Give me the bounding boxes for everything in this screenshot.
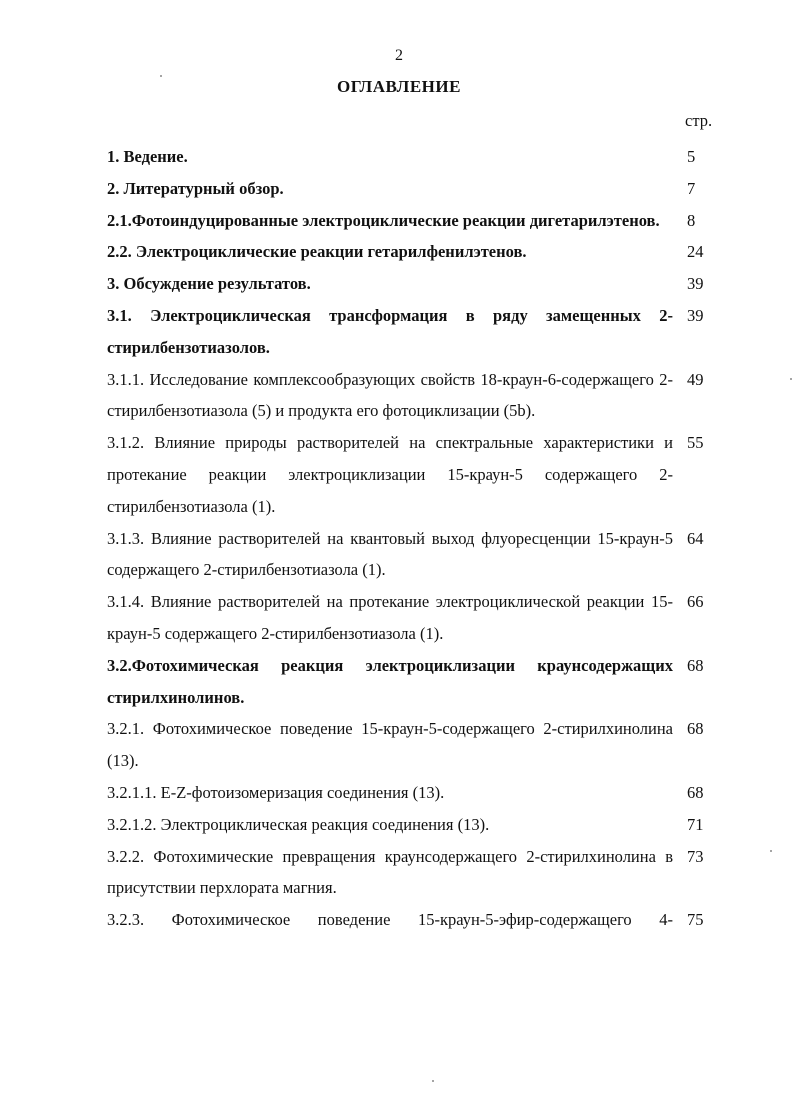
toc-entry-page: 64 [687, 528, 704, 548]
toc-entry-page: 7 [687, 178, 696, 198]
toc-entry [107, 141, 717, 173]
toc-entry-page: 75 [687, 910, 704, 930]
toc-entry [107, 427, 717, 522]
toc-entry-page: 73 [687, 846, 704, 866]
toc-entry-title: 3.1. Электроциклическая трансформация в ряду замещенных 2-стирилбензотиазолов. [107, 305, 673, 357]
toc-entry [107, 841, 717, 905]
toc-entry-page: 39 [687, 305, 704, 325]
toc-entry [107, 650, 717, 714]
toc-entry-page: 5 [687, 147, 696, 166]
toc-entry-page: 66 [687, 592, 704, 612]
toc-entry-title: 3.2.1. Фотохимическое поведение 15-краун-5-содержащего 2-стирилхинолина (13). [107, 719, 673, 771]
toc-entry-title: 2.2. Электроциклические реакции гетарилфенилэтенов. [107, 242, 527, 262]
toc-entry-page: 68 [687, 719, 704, 739]
pages-column-header: стр. [685, 111, 713, 130]
toc-entry-title: 3.1.1. Исследование комплексообразующих свойств 18-краун-6-содержащего 2-стирилбензотиазола (5) и продукта его фотоциклизации (5b). [107, 369, 673, 421]
toc-entry-title: 3.2.1.1. E-Z-фотоизомеризация соединения (13). [107, 782, 445, 802]
toc-entry-title: 3.2.Фотохимическая реакция электроциклизации краунсодержащих стирилхинолинов. [107, 655, 673, 707]
toc-entry-page: 39 [687, 274, 704, 294]
scan-speck [160, 75, 162, 77]
toc-entry-title: 3.1.4. Влияние растворителей на протекание электроциклической реакции 15-краун-5 содержащего 2-стирилбензотиазола (1). [107, 592, 673, 643]
table-of-contents [107, 141, 717, 936]
toc-entry-title: 3.2.1.2. Электроциклическая реакция соединения (13). [107, 814, 490, 834]
toc-entry-page: 55 [687, 433, 704, 453]
toc-entry-title: 2.1.Фотоиндуцированные электроциклические реакции дигетарилэтенов. [107, 210, 660, 230]
toc-entry-page: 71 [687, 814, 704, 834]
toc-entry [107, 713, 717, 777]
toc-entry-page: 24 [687, 242, 704, 262]
toc-entry-page: 8 [687, 210, 696, 230]
toc-entry-title: 3.2.2. Фотохимические превращения краунсодержащего 2-стирилхинолина в присутствии перхлората магния. [107, 846, 673, 898]
toc-entry [107, 173, 717, 205]
toc-entry [107, 904, 717, 936]
scan-speck [432, 1080, 434, 1082]
toc-entry-page: 68 [687, 655, 704, 675]
toc-entry [107, 586, 717, 650]
toc-entry [107, 777, 717, 809]
toc-entry [107, 809, 717, 841]
toc-entry-page: 68 [687, 782, 704, 802]
toc-entry [107, 364, 717, 428]
toc-entry [107, 268, 717, 300]
toc-entry-title: 2. Литературный обзор. [107, 178, 284, 198]
toc-entry-title: 3.1.2. Влияние природы растворителей на спектральные характеристики и протекание реакции электроциклизации 15-краун-5 содержащего 2-стирилбензотиазола (1). [107, 433, 673, 516]
toc-entry-title: 3.2.3. Фотохимическое поведение 15-краун-5-эфир-содержащего 4- [107, 910, 673, 930]
page-title: ОГЛАВЛЕНИЕ [337, 77, 461, 96]
page-number: 2 [395, 47, 403, 64]
toc-entry [107, 300, 717, 364]
toc-entry [107, 205, 717, 237]
toc-entry-title: 3.1.3. Влияние растворителей на квантовый выход флуоресценции 15-краун-5 содержащего 2-стирилбензотиазола (1). [107, 528, 673, 580]
toc-entry [107, 236, 717, 268]
scan-speck [770, 850, 772, 852]
scan-speck [790, 378, 792, 380]
toc-entry-page: 49 [687, 369, 704, 389]
toc-entry [107, 523, 717, 587]
toc-entry-title: 3. Обсуждение результатов. [107, 274, 311, 294]
toc-entry-title: 1. Ведение. [107, 147, 188, 166]
